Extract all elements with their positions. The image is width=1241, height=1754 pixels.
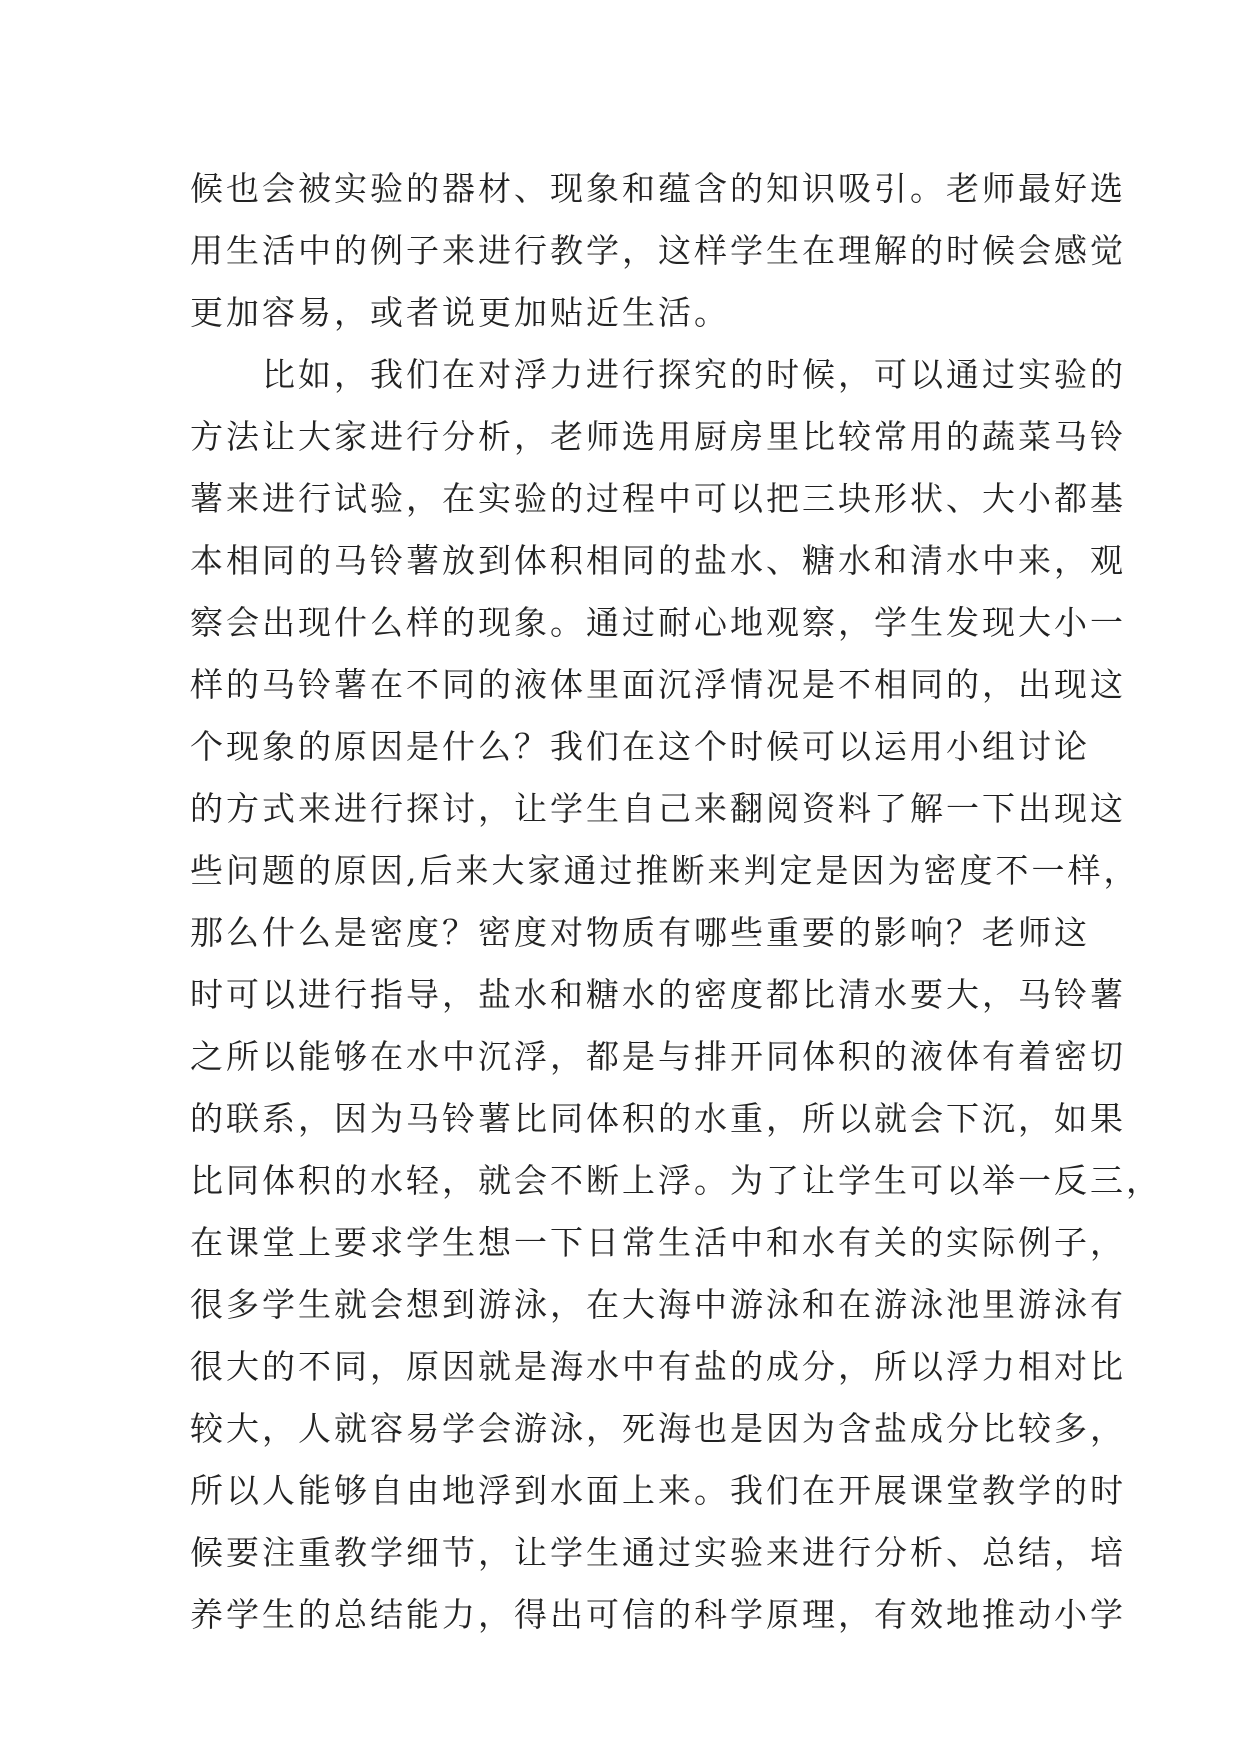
text-line: 个现象的原因是什么？我们在这个时候可以运用小组讨论 xyxy=(190,727,1090,766)
text-line: 较大，人就容易学会游泳，死海也是因为含盐成分比较多， xyxy=(190,1409,1126,1448)
text-line: 方法让大家进行分析，老师选用厨房里比较常用的蔬菜马铃 xyxy=(190,417,1126,456)
text-line: 的联系，因为马铃薯比同体积的水重，所以就会下沉，如果 xyxy=(190,1099,1126,1138)
text-line: 那么什么是密度？密度对物质有哪些重要的影响？老师这 xyxy=(190,913,1090,952)
text-line: 样的马铃薯在不同的液体里面沉浮情况是不相同的，出现这 xyxy=(190,665,1126,704)
text-line: 候要注重教学细节，让学生通过实验来进行分析、总结，培 xyxy=(190,1533,1126,1572)
text-line: 养学生的总结能力，得出可信的科学原理，有效地推动小学 xyxy=(190,1595,1126,1634)
text-line: 薯来进行试验，在实验的过程中可以把三块形状、大小都基 xyxy=(190,479,1126,518)
text-line: 些问题的原因,后来大家通过推断来判定是因为密度不一样， xyxy=(190,851,1140,890)
body-text xyxy=(190,158,1162,1646)
text-line: 很多学生就会想到游泳，在大海中游泳和在游泳池里游泳有 xyxy=(190,1285,1126,1324)
text-line: 之所以能够在水中沉浮，都是与排开同体积的液体有着密切 xyxy=(190,1037,1126,1076)
text-line: 的方式来进行探讨，让学生自己来翻阅资料了解一下出现这 xyxy=(190,789,1126,828)
text-line: 时可以进行指导，盐水和糖水的密度都比清水要大，马铃薯 xyxy=(190,975,1126,1014)
text-line: 比如，我们在对浮力进行探究的时候，可以通过实验的 xyxy=(190,355,1126,394)
text-line: 候也会被实验的器材、现象和蕴含的知识吸引。老师最好选 xyxy=(190,169,1126,208)
text-line: 本相同的马铃薯放到体积相同的盐水、糖水和清水中来，观 xyxy=(190,541,1126,580)
text-line: 察会出现什么样的现象。通过耐心地观察，学生发现大小一 xyxy=(190,603,1126,642)
text-line: 很大的不同，原因就是海水中有盐的成分，所以浮力相对比 xyxy=(190,1347,1126,1386)
text-line: 更加容易，或者说更加贴近生活。 xyxy=(190,293,730,332)
text-line: 在课堂上要求学生想一下日常生活中和水有关的实际例子， xyxy=(190,1223,1126,1262)
text-line: 用生活中的例子来进行教学，这样学生在理解的时候会感觉 xyxy=(190,231,1126,270)
text-line: 所以人能够自由地浮到水面上来。我们在开展课堂教学的时 xyxy=(190,1471,1126,1510)
text-line: 比同体积的水轻，就会不断上浮。为了让学生可以举一反三， xyxy=(190,1161,1162,1200)
